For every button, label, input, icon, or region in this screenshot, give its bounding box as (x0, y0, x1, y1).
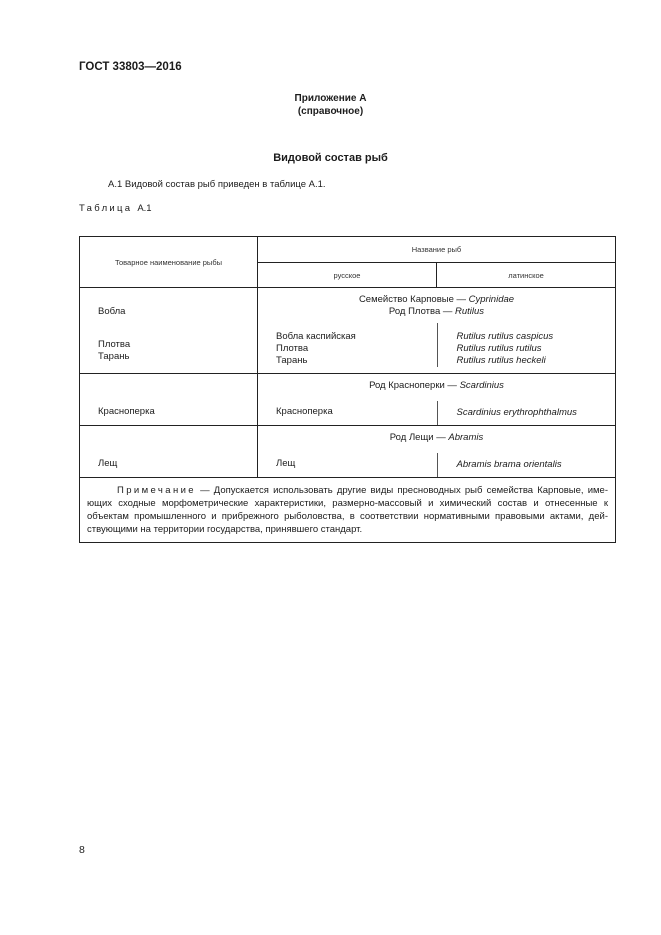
trade-name-krasnoperka: Красноперка (98, 406, 155, 417)
table-row-group-2-trade (80, 374, 258, 426)
fish-species-table (79, 236, 616, 543)
trade-name-taran: Тарань (98, 351, 130, 362)
latin-name: Rutilus rutilus rutilus (456, 342, 542, 354)
genus-cell-2 (258, 374, 616, 398)
intro-paragraph: А.1 Видовой состав рыб приведен в таблице А.1. (108, 179, 326, 190)
russian-name: Вобла каспийская (276, 330, 356, 342)
latin-name: Rutilus rutilus caspicus (456, 330, 554, 342)
latin-names-group-1 (437, 320, 616, 374)
trade-name-plotva: Плотва (98, 339, 131, 350)
genus-cell-3 (258, 426, 616, 450)
header-latin: латинское (437, 263, 616, 288)
header-russian: русское (258, 263, 437, 288)
appendix-title: Приложение А (294, 93, 367, 104)
table-caption-number: А.1 (137, 203, 152, 214)
table-note (80, 478, 616, 543)
table-row-group-1-trade (80, 288, 258, 374)
appendix-subtitle: (справочное) (297, 106, 364, 117)
table-caption-label: Таблица (79, 203, 133, 214)
table-row-group-3-trade (80, 426, 258, 478)
header-fish-name: Название рыб (258, 237, 616, 263)
russian-name: Лещ (276, 458, 296, 469)
trade-name-vobla: Вобла (98, 306, 126, 317)
russian-name-cell-3 (258, 450, 437, 478)
russian-name: Плотва (276, 342, 309, 354)
document-header: ГОСТ 33803—2016 (79, 61, 182, 73)
russian-name: Красноперка (276, 406, 333, 417)
russian-names-group-1 (258, 320, 437, 374)
family-label: Семейство Карповые — Cyprinidae (358, 294, 515, 305)
trade-name-leshch: Лещ (98, 458, 118, 469)
genus-label-rutilus: Род Плотва — Rutilus (388, 306, 485, 317)
section-title: Видовой состав рыб (273, 152, 388, 164)
latin-name-cell-3 (437, 450, 616, 478)
latin-name: Abramis brama orientalis (456, 459, 562, 470)
genus-label-abramis: Род Лещи — Abramis (389, 432, 484, 443)
note-label: Примечание (117, 485, 196, 496)
russian-name-cell-2 (258, 398, 437, 426)
table-caption (79, 203, 152, 214)
family-genus-cell-1 (258, 288, 616, 320)
genus-label-scardinius: Род Красноперки — Scardinius (369, 380, 504, 391)
russian-name: Тарань (276, 354, 308, 366)
latin-name: Rutilus rutilus heckeli (456, 354, 546, 366)
latin-name: Scardinius erythrophthalmus (456, 407, 577, 418)
note-text: — Допускается использовать другие виды пресноводных рыб семейства Карповые, имеющих сходные морфометрические характеристики, размерно-массовый и химический состав и отнесенные к объектам промышленного и прибрежного рыболовства, в соответствии нормативными правовыми актами, действующими на территории государства, принявшего стандарт. (87, 485, 608, 535)
page-number: 8 (79, 844, 85, 856)
appendix-heading (0, 92, 661, 118)
header-trade-name: Товарное наименование рыбы (80, 237, 258, 288)
latin-name-cell-2 (437, 398, 616, 426)
